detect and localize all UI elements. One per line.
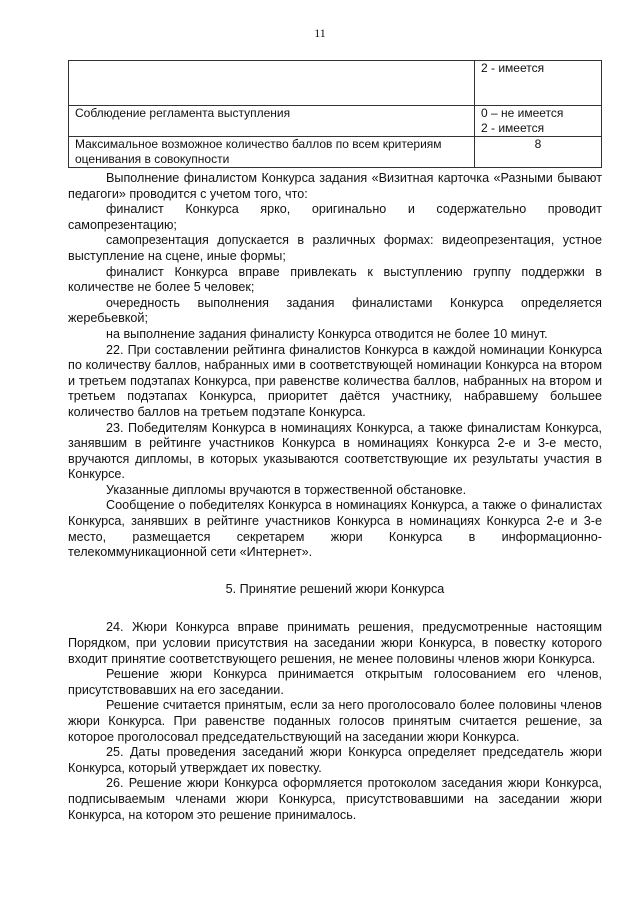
table-row bbox=[69, 106, 602, 137]
table-row bbox=[69, 137, 602, 168]
criteria-table bbox=[68, 60, 602, 168]
score-cell bbox=[475, 137, 602, 168]
score-cell bbox=[475, 61, 602, 106]
paragraph: 23. Победителям Конкурса в номинациях Конкурса, а также финалистам Конкурса, занявшим в рейтинге участников Конкурса в номинациях Конкурса 2-е и 3-е место, вручаются дипломы, в которых указываются соответствующие их результаты участия в Конкурсе. bbox=[68, 420, 602, 482]
paragraph: Сообщение о победителях Конкурса в номинациях Конкурса, а также о финалистах Конкурса, занявших в рейтинге участников Конкурса в номинациях Конкурса 2-е и 3-е место, размещается секретарем жюри Конкурса в информационно-телекоммуникационной сети «Интернет». bbox=[68, 498, 602, 560]
section-heading: 5. Принятие решений жюри Конкурса bbox=[225, 581, 445, 596]
paragraph: 25. Даты проведения заседаний жюри Конкурса определяет председатель жюри Конкурса, который утверждает их повестку. bbox=[68, 745, 602, 775]
criterion-cell bbox=[69, 61, 475, 106]
score-cell bbox=[475, 106, 602, 137]
paragraph: финалист Конкурса ярко, оригинально и содержательно проводит самопрезентацию; bbox=[68, 202, 602, 232]
document-body bbox=[68, 171, 602, 823]
paragraph: очередность выполнения задания финалистами Конкурса определяется жеребьевкой; bbox=[68, 295, 602, 326]
paragraph: на выполнение задания финалисту Конкурса отводится не более 10 минут. bbox=[106, 326, 548, 341]
table-row bbox=[69, 61, 602, 106]
paragraph: Выполнение финалистом Конкурса задания «Визитная карточка «Разными бывают педагоги» проводится с учетом того, что: bbox=[68, 171, 602, 201]
paragraph: Решение считается принятым, если за него проголосовало более половины членов жюри Конкурса. При равенстве поданных голосов принятым считается решение, за которое проголосовал председательствующий на заседании жюри Конкурса. bbox=[68, 698, 602, 744]
paragraph: 26. Решение жюри Конкурса оформляется протоколом заседания жюри Конкурса, подписываемым членами жюри Конкурса, присутствовавшими на заседании жюри Конкурса, на котором это решение принималось. bbox=[68, 776, 602, 822]
paragraph: Указанные дипломы вручаются в торжественной обстановке. bbox=[106, 482, 467, 497]
score-line: 2 - имеется bbox=[481, 61, 545, 75]
criterion-cell: Соблюдение регламента выступления bbox=[69, 106, 475, 137]
page-number: 11 bbox=[314, 26, 326, 40]
score-line: 2 - имеется bbox=[481, 121, 545, 135]
criterion-cell: Максимальное возможное количество баллов по всем критериям оценивания в совокупности bbox=[69, 137, 475, 168]
paragraph: финалист Конкурса вправе привлекать к выступлению группу поддержки в количестве не более 5 человек; bbox=[68, 264, 602, 295]
score-line: 8 bbox=[534, 137, 542, 151]
paragraph: самопрезентация допускается в различных формах: видеопрезентация, устное выступление на сцене, иные формы; bbox=[68, 233, 602, 263]
paragraph: 22. При составлении рейтинга финалистов Конкурса в каждой номинации Конкурса по количеству баллов, набранных ими в соответствующей номинации Конкурса на втором и третьем подэтапах Конкурса, при равенстве количества баллов, набранных на втором и третьем подэтапах Конкурса, приоритет даётся участнику, набравшему большее количество баллов на третьем подэтапе Конкурса. bbox=[68, 342, 602, 419]
paragraph: 24. Жюри Конкурса вправе принимать решения, предусмотренные настоящим Порядком, при условии присутствия на заседании жюри Конкурса, в повестку которого входит принятие соответствующего решения, не менее половины членов жюри Конкурса. bbox=[68, 620, 602, 666]
score-line: 0 – не имеется bbox=[481, 106, 564, 120]
paragraph: Решение жюри Конкурса принимается открытым голосованием его членов, присутствовавших на его заседании. bbox=[68, 667, 602, 697]
